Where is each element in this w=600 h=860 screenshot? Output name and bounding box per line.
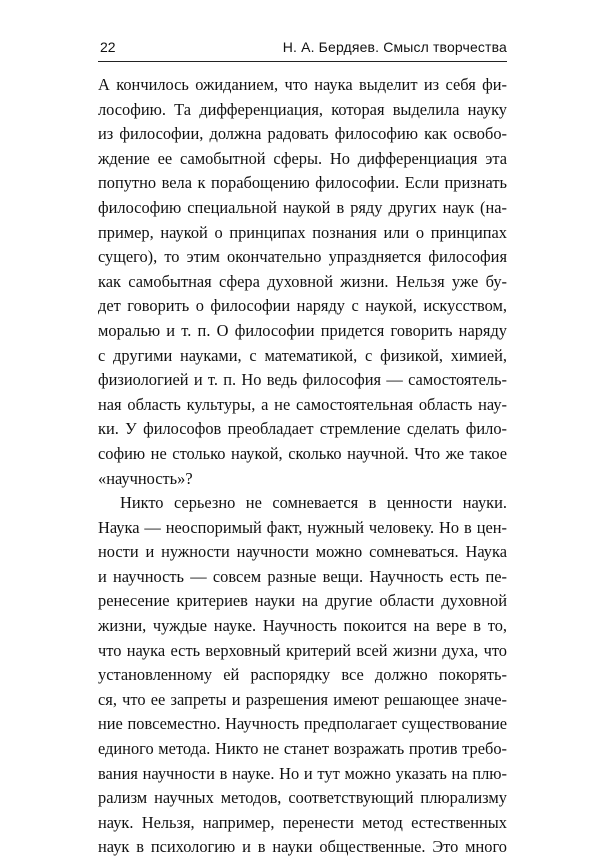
text-line: ки. У философов преобладает стремление сделать фило- [98,419,507,439]
text-line: установленному ей распорядку все должно покорять- [98,665,507,685]
text-line: философию специальной наукой в ряду других наук (на- [98,197,507,217]
text-line: как самобытная сфера духовной жизни. Нельзя уже бу- [98,271,507,291]
text-line: Наука — неоспоримый факт, нужный человеку. Но в цен- [98,517,507,537]
text-line: дет говорить о философии наряду с наукой, искусством, [98,296,507,316]
text-line: из философии, должна радовать философию как освобо- [98,124,507,144]
text-line: пример, наукой о принципах познания или о принципах [98,222,507,242]
text-line: софию не столько наукой, сколько научной. Что же такое [98,443,507,463]
text-line: физиологией и т. п. Но ведь философия — самостоятель- [98,370,507,390]
body-text [98,73,507,860]
text-line: рализм научных методов, соответствующий плюрализму [98,788,507,808]
text-line: моралью и т. п. О философии придется говорить наряду [98,320,507,340]
text-line: что наука есть верховный критерий всей жизни духа, что [98,640,507,660]
text-line: единого метода. Никто не станет возражать против требо- [98,739,507,759]
text-line: ждение ее самобытной сферы. Но дифференциация эта [98,148,507,168]
text-line: ренесение критериев науки на другие области духовной [98,591,507,611]
text-line: А кончилось ожиданием, что наука выделит из себя фи- [98,75,507,94]
page-number: 22 [100,39,116,55]
text-line: наук. Нельзя, например, перенести метод естественных [98,812,507,832]
page-header [98,37,507,62]
text-line: и научность — совсем разные вещи. Научность есть пе- [98,566,507,586]
text-line: ная область культуры, а не самостоятельная область нау- [98,394,507,414]
running-title: Н. А. Бердяев. Смысл творчества [282,39,507,55]
text-line: ности и нужности научности можно сомневаться. Наука [98,542,507,562]
text-line: Никто серьезно не сомневается в ценности науки. [120,493,507,513]
text-line: ся, что ее запреты и разрешения имеют решающее значе- [98,689,507,709]
text-line: «научность»? [98,468,193,488]
text-line: сущего), то этим окончательно упраздняется философия [98,247,507,267]
text-line: вания научности в науке. Но и тут можно указать на плю- [98,763,507,783]
text-line: наук в психологию и в науки общественные. Это много [98,837,507,857]
text-line: попутно вела к порабощению философии. Если признать [98,173,507,193]
text-line: жизни, чуждые науке. Научность покоится на вере в то, [98,616,507,636]
text-line: с другими науками, с математикой, с физикой, химией, [98,345,507,365]
text-line: ние повсеместно. Научность предполагает существование [98,714,507,734]
text-line: лософию. Та дифференциация, которая выделила науку [98,99,507,119]
